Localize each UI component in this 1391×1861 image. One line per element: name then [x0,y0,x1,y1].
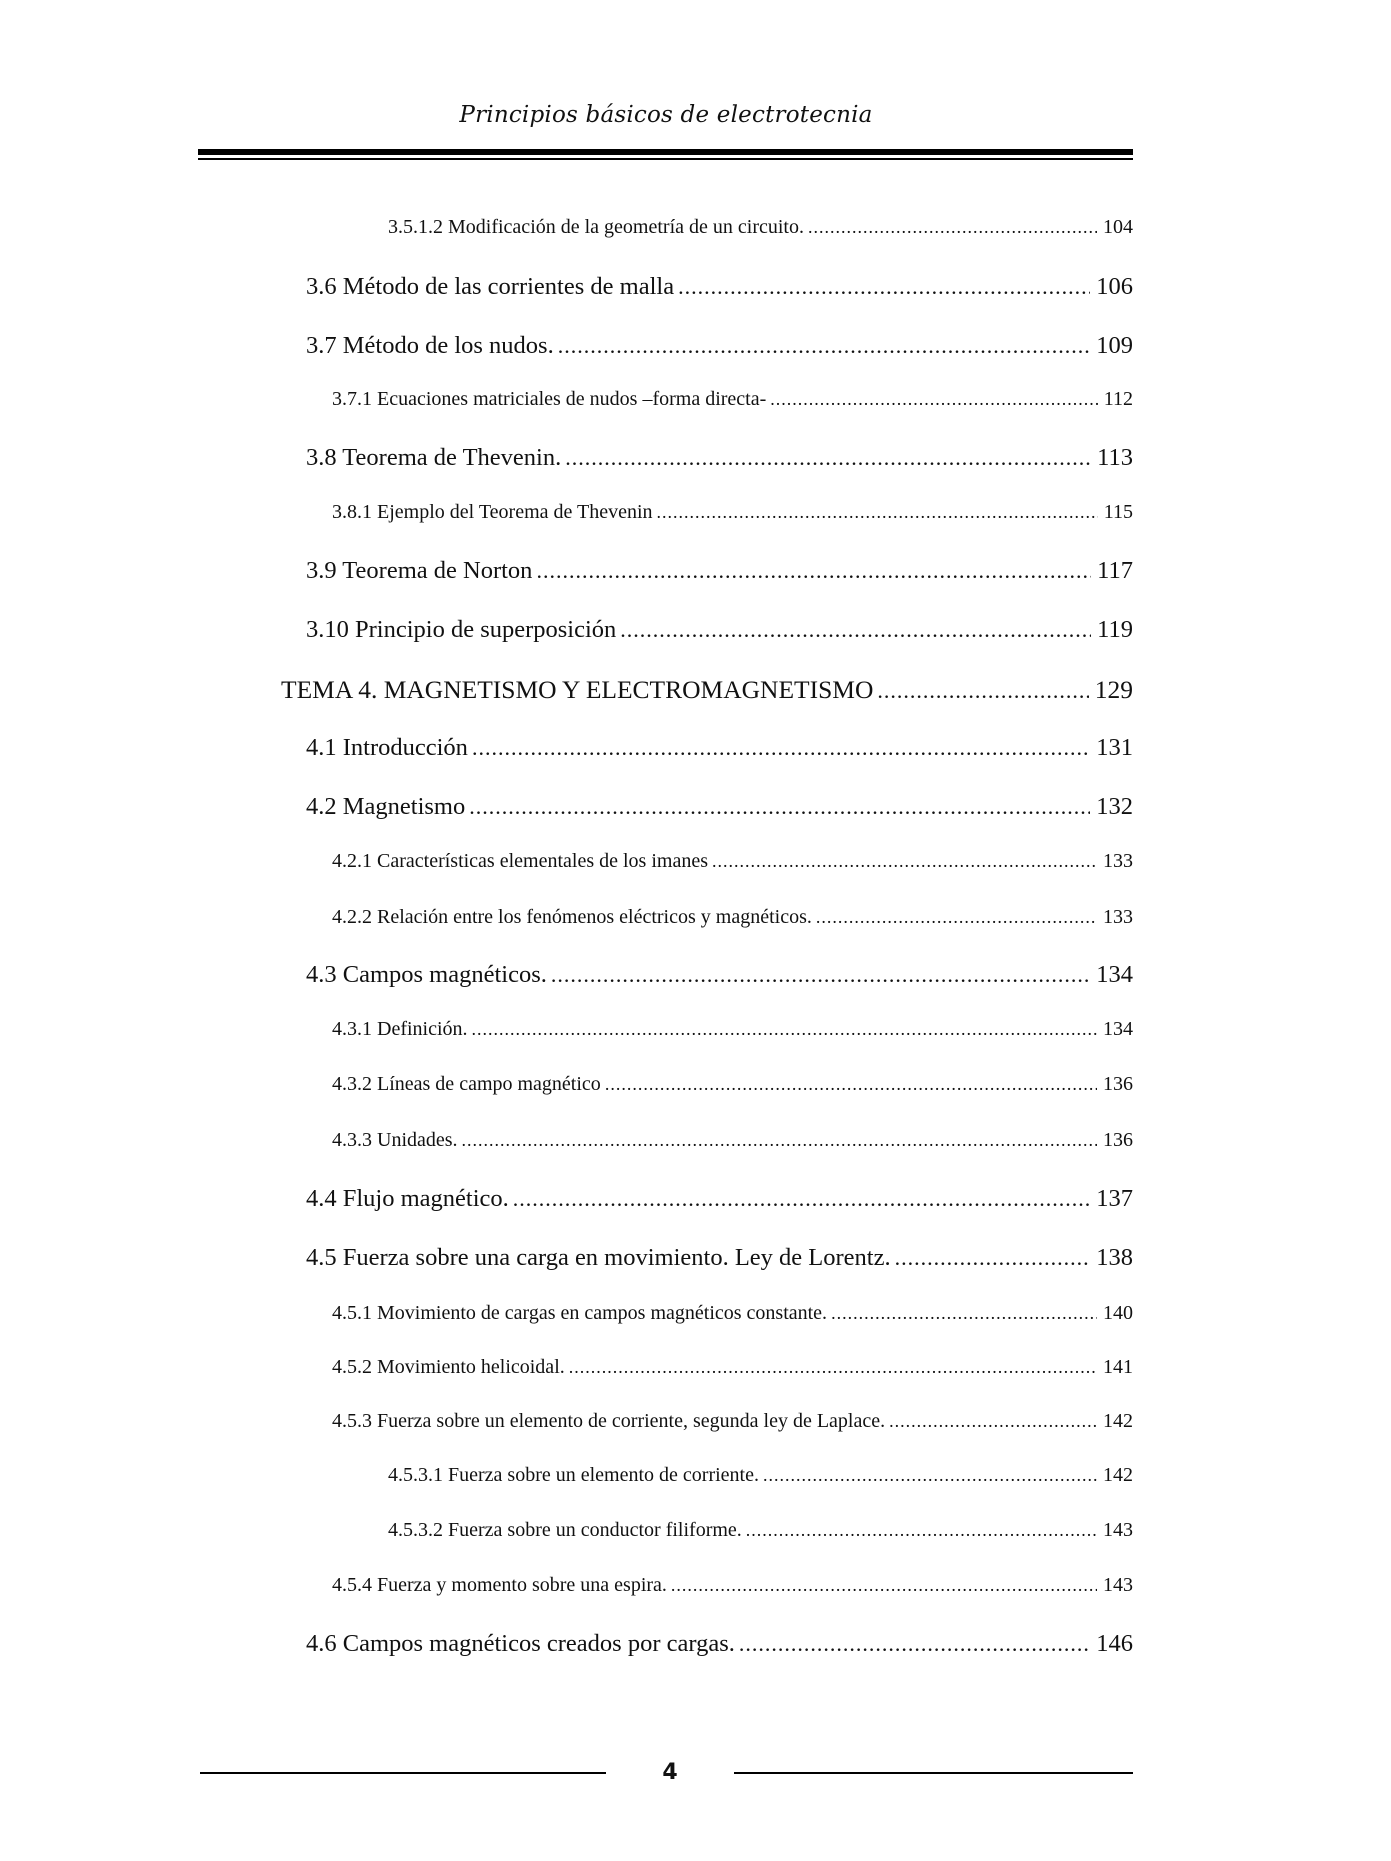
toc-entry-page: 142 [1103,1464,1133,1486]
toc-dot-leader [770,389,1097,410]
toc-dot-leader [746,1520,1097,1541]
toc-entry-title: 4.2 Magnetismo [306,793,466,820]
toc-dot-leader [712,851,1097,872]
toc-entry[interactable] [332,1129,1133,1152]
toc-entry-page: 142 [1103,1410,1133,1432]
toc-entry[interactable] [306,273,1133,301]
toc-entry[interactable] [306,557,1133,585]
toc-entry-page: 106 [1096,273,1133,300]
toc-entry-title: 3.8.1 Ejemplo del Teorema de Thevenin [332,501,653,523]
toc-dot-leader [763,1465,1097,1486]
toc-entry-page: 136 [1103,1129,1133,1151]
toc-dot-leader [620,617,1091,643]
toc-entry-page: 140 [1103,1302,1133,1324]
toc-entry[interactable] [332,1356,1133,1379]
toc-entry-title: 4.5.2 Movimiento helicoidal. [332,1356,565,1378]
toc-dot-leader [895,1245,1091,1271]
toc-dot-leader [739,1631,1090,1657]
toc-entry-page: 138 [1096,1244,1133,1271]
page-number: 4 [662,1760,678,1785]
toc-entry-page: 131 [1096,734,1133,761]
toc-dot-leader [565,445,1091,471]
toc-entry[interactable] [281,675,1133,705]
toc-entry[interactable] [388,1519,1133,1542]
toc-entry-page: 132 [1096,793,1133,820]
toc-entry-page: 113 [1097,444,1133,471]
toc-entry[interactable] [332,501,1133,524]
toc-entry-title: 3.9 Teorema de Norton [306,557,533,584]
toc-entry-page: 133 [1103,850,1133,872]
toc-entry-page: 104 [1103,216,1133,238]
toc-dot-leader [551,962,1090,988]
toc-entry-title: 4.6 Campos magnéticos creados por cargas. [306,1630,735,1657]
toc-entry[interactable] [306,332,1133,360]
toc-entry-page: 109 [1096,332,1133,359]
toc-entry[interactable] [306,793,1133,821]
toc-dot-leader [678,274,1090,300]
toc-dot-leader [469,794,1090,820]
toc-entry[interactable] [306,1630,1133,1658]
toc-entry[interactable] [388,216,1133,239]
toc-entry-page: 136 [1103,1073,1133,1095]
toc-entry-title: 4.5.3 Fuerza sobre un elemento de corriente, segunda ley de Laplace. [332,1410,886,1432]
toc-entry[interactable] [306,734,1133,762]
toc-dot-leader [816,907,1097,928]
toc-entry[interactable] [332,388,1133,411]
toc-entry-title: 4.1 Introducción [306,734,468,761]
toc-entry-page: 141 [1103,1356,1133,1378]
toc-entry-title: 4.2.1 Características elementales de los imanes [332,850,708,872]
footer-rule-right [734,1772,1133,1774]
toc-dot-leader [536,558,1091,584]
toc-dot-leader [462,1130,1097,1151]
toc-dot-leader [808,217,1097,238]
footer-rule-left [200,1772,606,1774]
toc-entry-page: 143 [1103,1519,1133,1541]
toc-entry[interactable] [306,616,1133,644]
toc-entry-title: 4.3 Campos magnéticos. [306,961,547,988]
toc-entry[interactable] [388,1464,1133,1487]
toc-dot-leader [569,1357,1097,1378]
toc-entry-title: 3.8 Teorema de Thevenin. [306,444,562,471]
toc-entry-title: 3.6 Método de las corrientes de malla [306,273,675,300]
toc-entry-title: 4.3.1 Definición. [332,1018,468,1040]
toc-entry-title: 3.10 Principio de superposición [306,616,617,643]
toc-entry[interactable] [306,961,1133,989]
toc-dot-leader [472,735,1090,761]
toc-entry-page: 137 [1096,1185,1133,1212]
toc-dot-leader [831,1303,1097,1324]
running-header-title: Principios básicos de electrotecnia [459,102,873,128]
toc-entry[interactable] [306,1185,1133,1213]
toc-entry[interactable] [332,1410,1133,1433]
toc-dot-leader [889,1411,1097,1432]
toc-entry[interactable] [306,444,1133,472]
toc-entry-page: 119 [1097,616,1133,643]
toc-dot-leader [877,678,1088,704]
toc-dot-leader [671,1575,1097,1596]
toc-dot-leader [657,502,1098,523]
toc-entry-page: 146 [1096,1630,1133,1657]
toc-entry-title: 4.3.3 Unidades. [332,1129,458,1151]
toc-entry-title: 4.5.3.1 Fuerza sobre un elemento de corriente. [388,1464,759,1486]
toc-entry-title: 3.5.1.2 Modificación de la geometría de un circuito. [388,216,804,238]
toc-entry-title: 3.7 Método de los nudos. [306,332,554,359]
toc-dot-leader [513,1186,1090,1212]
toc-entry-title: 4.4 Flujo magnético. [306,1185,509,1212]
toc-entry-page: 134 [1096,961,1133,988]
toc-entry-title: 4.5.4 Fuerza y momento sobre una espira. [332,1574,667,1596]
toc-dot-leader [605,1074,1097,1095]
toc-entry-title: 3.7.1 Ecuaciones matriciales de nudos –forma directa- [332,388,767,410]
toc-entry-page: 134 [1103,1018,1133,1040]
toc-entry-title: 4.5 Fuerza sobre una carga en movimiento. Ley de Lorentz. [306,1244,891,1271]
toc-entry[interactable] [332,1574,1133,1597]
toc-entry-page: 133 [1103,906,1133,928]
toc-entry-page: 115 [1103,501,1133,523]
toc-entry[interactable] [332,1302,1133,1325]
toc-entry-title: TEMA 4. MAGNETISMO Y ELECTROMAGNETISMO [281,675,874,704]
toc-entry[interactable] [332,1018,1133,1041]
toc-dot-leader [472,1019,1097,1040]
toc-entry-title: 4.5.1 Movimiento de cargas en campos magnéticos constante. [332,1302,828,1324]
toc-entry-title: 4.3.2 Líneas de campo magnético [332,1073,601,1095]
toc-dot-leader [558,333,1091,359]
toc-entry-page: 143 [1103,1574,1133,1596]
toc-entry-title: 4.5.3.2 Fuerza sobre un conductor filiforme. [388,1519,742,1541]
toc-entry-page: 112 [1103,388,1133,410]
toc-entry-page: 129 [1094,675,1133,704]
toc-entry[interactable] [332,906,1133,929]
toc-entry-title: 4.2.2 Relación entre los fenómenos eléctricos y magnéticos. [332,906,812,928]
toc-entry[interactable] [306,1244,1133,1272]
toc-entry-page: 117 [1097,557,1133,584]
toc-entry[interactable] [332,850,1133,873]
toc-entry[interactable] [332,1073,1133,1096]
